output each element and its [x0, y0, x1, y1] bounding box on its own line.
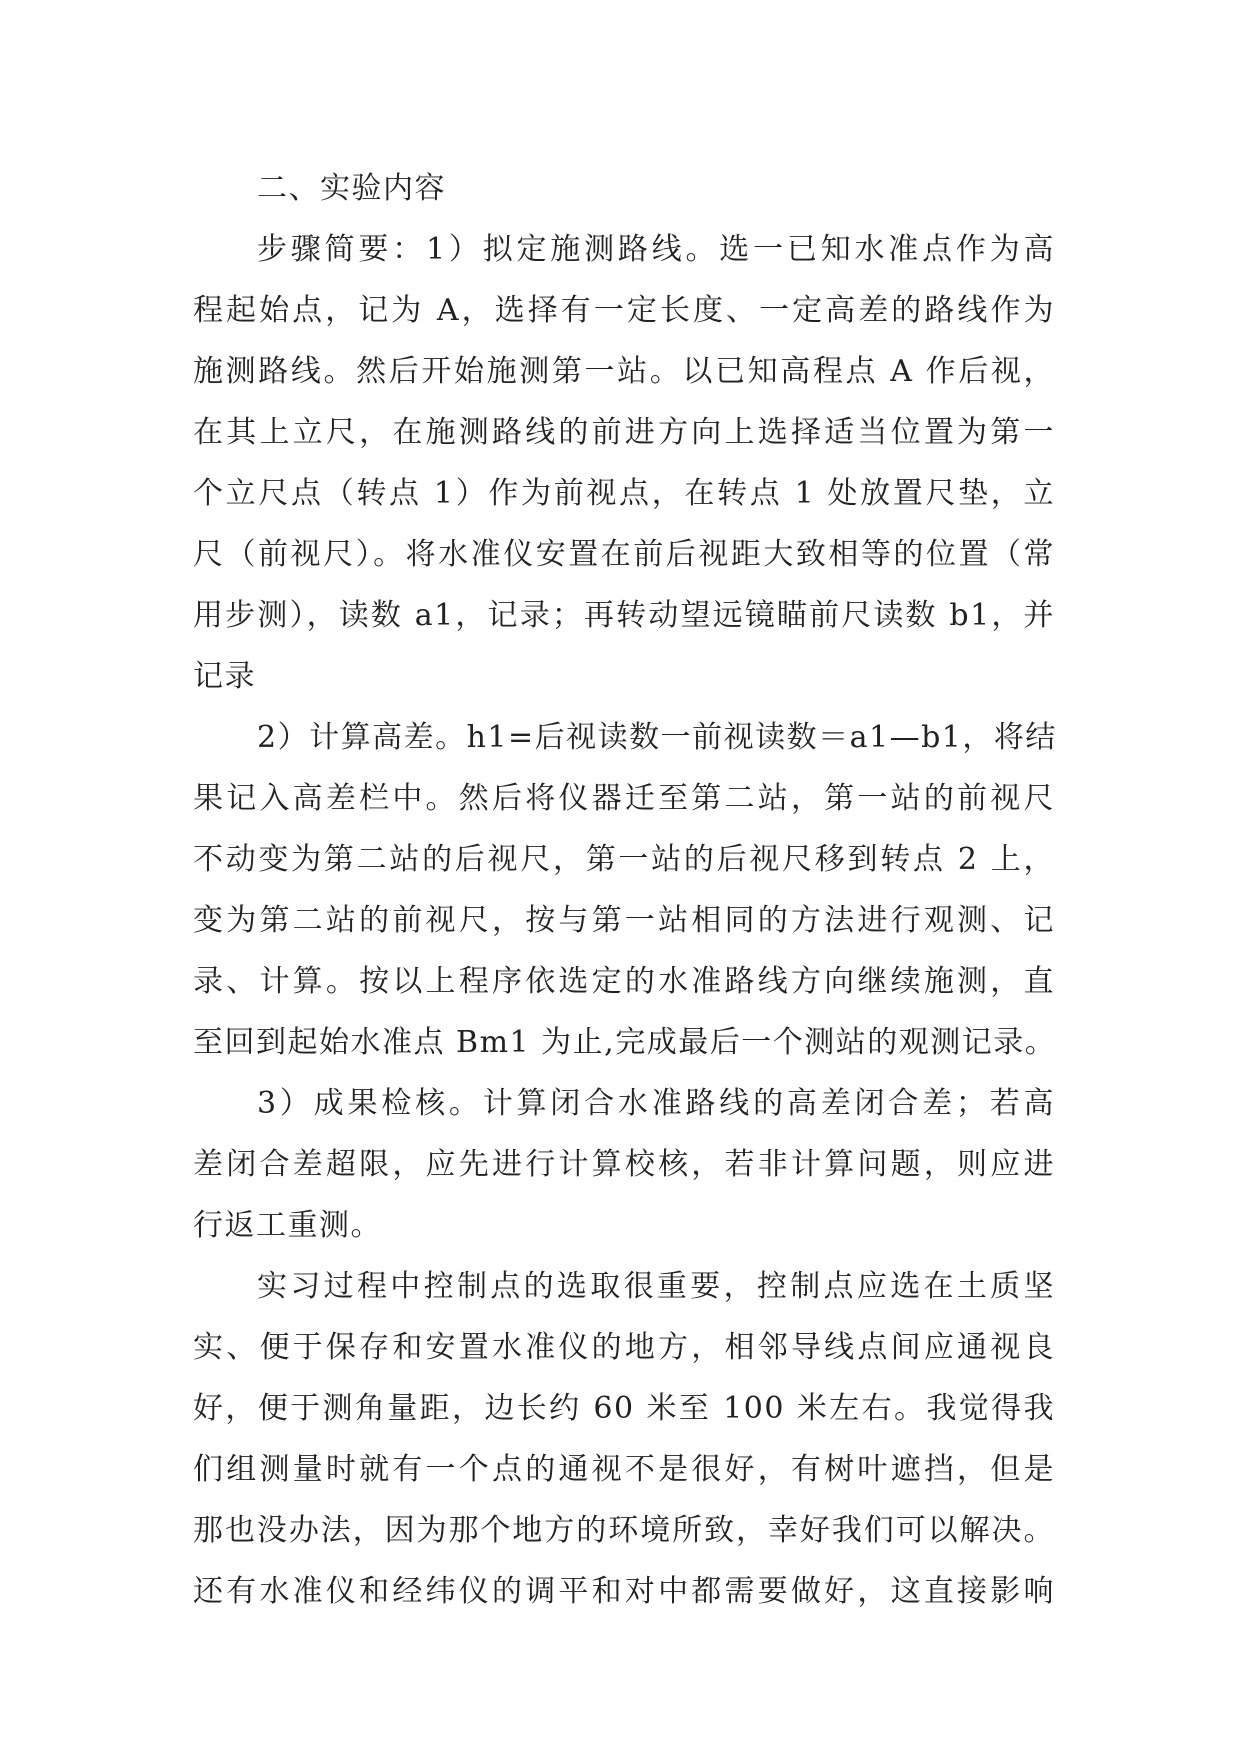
text-line: 还有水准仪和经纬仪的调平和对中都需要做好，这直接影响 — [193, 1574, 1055, 1609]
text-line: 尺（前视尺）。将水准仪安置在前后视距大致相等的位置（常 — [193, 537, 1055, 572]
text-line: 用步测），读数 a1，记录；再转动望远镜瞄前尺读数 b1，并 — [193, 598, 1055, 633]
text-line: 实、便于保存和安置水准仪的地方，相邻导线点间应通视良 — [193, 1330, 1055, 1365]
text-line: 施测路线。然后开始施测第一站。以已知高程点 A 作后视， — [193, 354, 1055, 389]
text-line: 实习过程中控制点的选取很重要，控制点应选在土质坚 — [257, 1269, 1055, 1304]
text-line: 变为第二站的前视尺，按与第一站相同的方法进行观测、记 — [193, 903, 1055, 938]
body-text — [193, 158, 1055, 1622]
text-line: 在其上立尺，在施测路线的前进方向上选择适当位置为第一 — [193, 415, 1055, 450]
text-line: 录、计算。按以上程序依选定的水准路线方向继续施测，直 — [193, 964, 1055, 999]
text-line: 行返工重测。 — [193, 1208, 382, 1243]
text-line: 果记入高差栏中。然后将仪器迁至第二站，第一站的前视尺 — [193, 781, 1055, 816]
text-line: 步骤简要：1）拟定施测路线。选一已知水准点作为高 — [257, 232, 1055, 267]
text-line: 至回到起始水准点 Bm1 为止,完成最后一个测站的观测记录。 — [193, 1025, 1057, 1060]
text-line: 记录 — [193, 659, 256, 694]
text-line: 们组测量时就有一个点的通视不是很好，有树叶遮挡，但是 — [193, 1452, 1055, 1487]
text-line: 那也没办法，因为那个地方的环境所致，幸好我们可以解决。 — [193, 1513, 1055, 1548]
text-line: 3）成果检核。计算闭合水准路线的高差闭合差；若高 — [257, 1086, 1055, 1121]
text-line: 差闭合差超限，应先进行计算校核，若非计算问题，则应进 — [193, 1147, 1055, 1182]
text-line: 个立尺点（转点 1）作为前视点，在转点 1 处放置尺垫，立 — [193, 476, 1055, 511]
section-heading: 二、实验内容 — [257, 171, 446, 206]
text-line: 程起始点，记为 A，选择有一定长度、一定高差的路线作为 — [193, 293, 1055, 328]
text-line: 2）计算高差。h1=后视读数一前视读数＝a1—b1，将结 — [257, 720, 1057, 755]
text-line: 好，便于测角量距，边长约 60 米至 100 米左右。我觉得我 — [193, 1391, 1055, 1426]
text-line: 不动变为第二站的后视尺，第一站的后视尺移到转点 2 上， — [193, 842, 1055, 877]
